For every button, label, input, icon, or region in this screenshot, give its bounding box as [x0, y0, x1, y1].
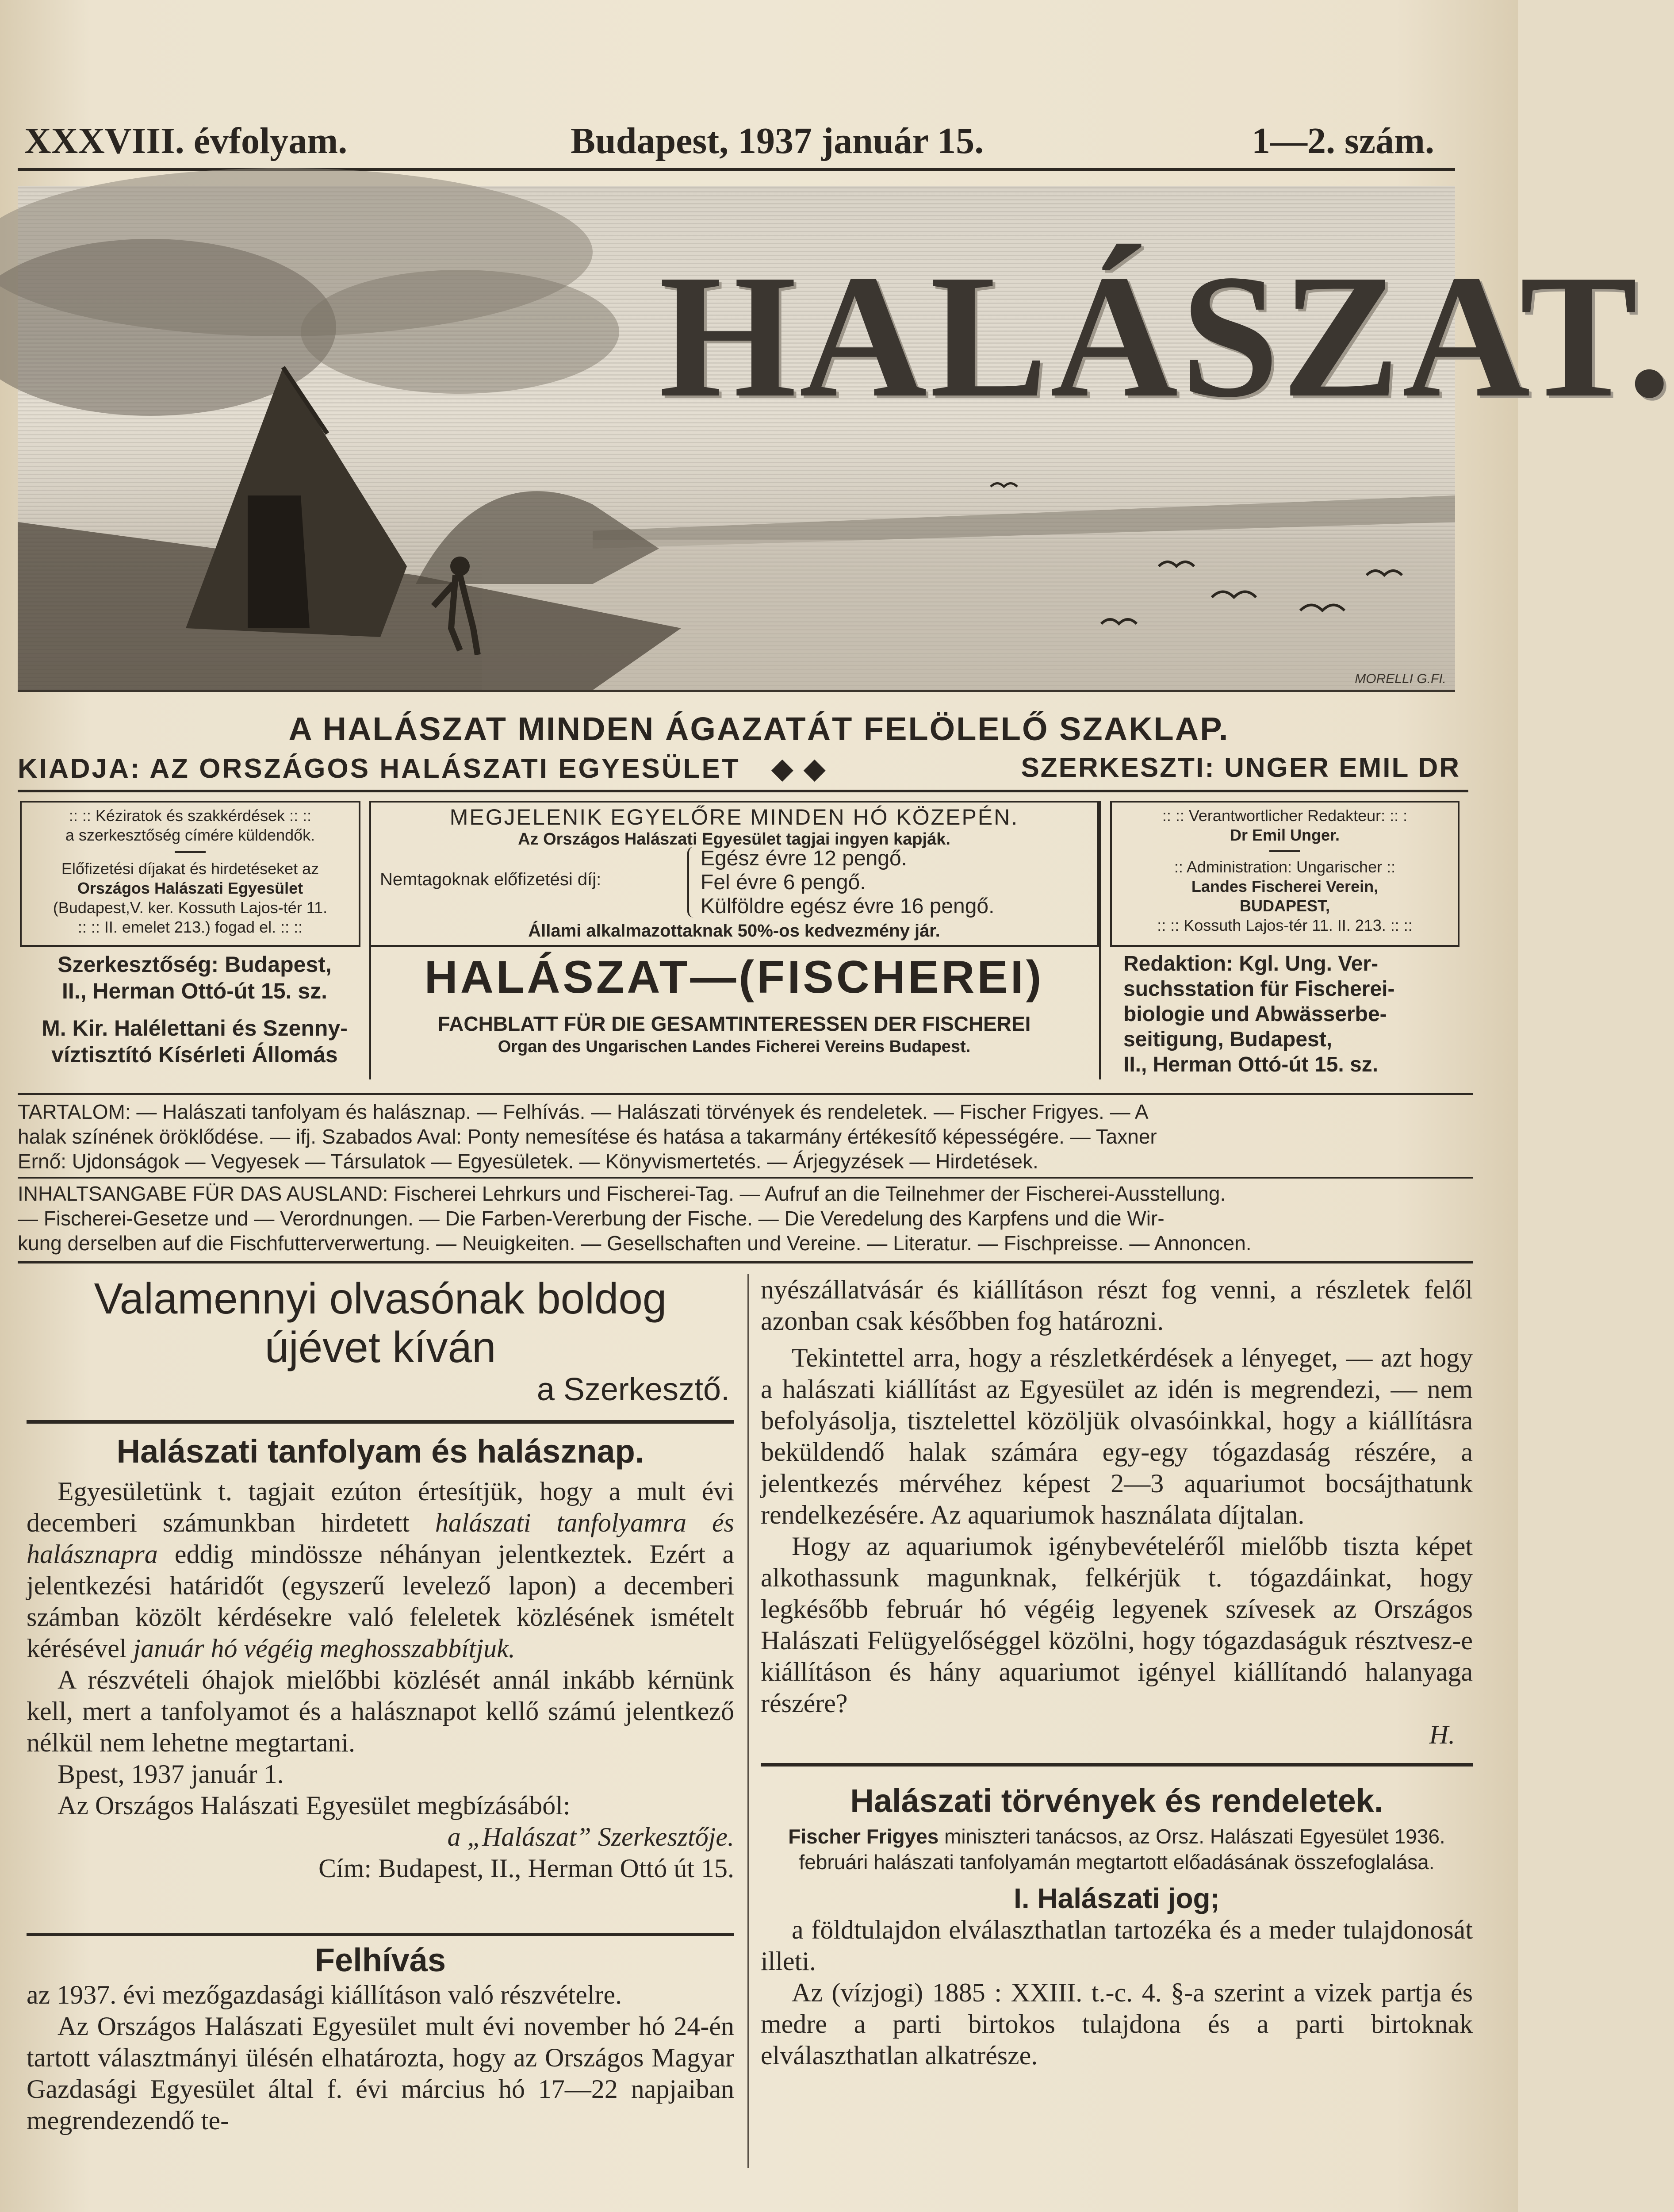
column-rule	[369, 801, 371, 1079]
article-paragraph: A részvételi óhajok mielőbbi közlését annál inkább kérnünk kell, mert a tanfolyamot és a halásznapot kellő számú jelentkező nélkül nem lehetne megtartani.	[27, 1665, 734, 1757]
greeting-line: Valamennyi olvasónak boldog	[94, 1274, 667, 1323]
article-org: Az Országos Halászati Egyesület megbízásából:	[57, 1791, 571, 1820]
greeting-sign: a Szerkesztő.	[536, 1372, 730, 1407]
left-address-line: II., Herman Ottó-út 15. sz.	[61, 979, 328, 1003]
right-address-line: Redaktion: Kgl. Ung. Ver-	[1123, 952, 1379, 975]
issue-number: 1—2. szám.	[1252, 120, 1434, 161]
right-box-line: Dr Emil Unger.	[1230, 826, 1340, 844]
article-title: Halászati tanfolyam és halásznap.	[116, 1433, 644, 1470]
article-call-continued	[761, 1274, 1473, 1751]
right-box-line: :: Administration: Ungarischer ::	[1174, 858, 1396, 876]
engraver-signature: MORELLI G.FI.	[1355, 672, 1446, 686]
subtitle: A HALÁSZAT MINDEN ÁGAZATÁT FELÖLELŐ SZAKLAP.	[288, 710, 1230, 747]
toc-line: Ernő: Ujdonságok — Vegyesek — Társulatok — Egyesületek. — Könyvismertetés. — Árjegyzések — Hirdetések.	[18, 1150, 1038, 1173]
left-address	[27, 951, 363, 1068]
center-title-block	[369, 951, 1099, 1056]
article-sign: H.	[1429, 1720, 1455, 1749]
text-run: eddig mindössze néhányan jelentkeztek. Ezért a jelentkezési határidőt (egyszerű levelező lapon) a decemberi számban közölt kérdésekre való feleletek közlésének ismételt kérésével	[27, 1540, 734, 1663]
toc-line: kung derselben auf die Fischfutterverwertung. — Neuigkeiten. — Gesellschaften und Vereine. — Literatur. — Fischpreisse. — Annoncen.	[18, 1232, 1252, 1255]
toc-rule-bottom	[18, 1261, 1473, 1263]
greeting-line: újévet kíván	[264, 1323, 496, 1371]
toc-rule-mid	[18, 1177, 1473, 1179]
left-box-line: (Budapest,V. ker. Kossuth Lajos-tér 11.	[53, 899, 328, 917]
state-discount: Állami alkalmazottaknak 50%-os kedvezmény jár.	[528, 921, 940, 941]
nonmember-label: Nemtagoknak előfizetési díj:	[380, 870, 601, 889]
column-rule	[1099, 801, 1101, 1079]
masthead-title: HALÁSZAT.	[659, 238, 1674, 434]
center-info-box	[369, 801, 1099, 947]
section-rule	[27, 1933, 734, 1936]
toc-german	[18, 1181, 1473, 1256]
left-address-line: M. Kir. Halélettani és Szenny-	[42, 1016, 348, 1041]
right-box-line: :: :: Kossuth Lajos-tér 11. II. 213. :: ::	[1157, 916, 1413, 934]
right-info-box	[1110, 801, 1459, 947]
article-address: Cím: Budapest, II., Herman Ottó út 15.	[318, 1854, 734, 1883]
left-box-line: Országos Halászati Egyesület	[77, 879, 303, 897]
left-address-line: Szerkesztőség: Budapest,	[57, 952, 332, 977]
right-address-line: biologie und Abwässerbe-	[1123, 1002, 1387, 1026]
price-list	[701, 847, 994, 918]
toc-line: — Fischerei-Gesetze und — Verordnungen. — Die Farben-Vererbung der Fische. — Die Veredelung des Karpfens und die Wir-	[18, 1207, 1165, 1230]
right-address	[1123, 951, 1459, 1077]
text-run: halászati tanfolyamra és halásznapra	[27, 1508, 734, 1569]
author-name: Fischer Frigyes	[788, 1825, 939, 1848]
article-course	[27, 1433, 734, 1884]
section-rule	[761, 1763, 1473, 1767]
left-box-line: :: :: Kéziratok és szakkérdések :: ::	[69, 806, 312, 825]
left-box-line: Előfizetési díjakat és hirdetéseket az	[61, 860, 319, 878]
left-address-line: víztisztító Kísérleti Állomás	[51, 1042, 338, 1067]
price-item: Egész évre 12 pengő.	[701, 847, 907, 870]
article-date: Bpest, 1937 január 1.	[57, 1759, 284, 1789]
right-box-line: BUDAPEST,	[1239, 897, 1330, 915]
article-paragraph: Tekintettel arra, hogy a részletkérdések a lényeget, — azt hogy a halászati kiállítást az Egyesület az idén is megrendezi, — nem befolyásolja, tisztelettel közöljük olvasóinkkal, hogy a kiállításra beküldendő halak számára egy-egy tógazdaság részére, a jelentkezés mérvéhez képest 2—3 aquariumot bocsájthatunk rendelkezésére. Az aquariumok használata díjtalan.	[761, 1343, 1473, 1529]
divider	[1269, 850, 1300, 852]
column-divider	[747, 1274, 749, 2168]
toc-hungarian	[18, 1099, 1473, 1174]
article-paragraph: a földtulajdon elválaszthatlan tartozéka és a meder tulajdonosát illeti.	[761, 1915, 1473, 1976]
masthead-illustration	[18, 186, 1674, 692]
article-paragraph: Az Országos Halászati Egyesület mult évi november hó 24-én tartott választmányi ülésén elhatározta, hogy az Országos Magyar Gazdasági Egyesület által f. évi március hó 17—22 napjaiban megrendezendő te-	[27, 2012, 734, 2135]
text-run: január hó végéig meghosszabbítjuk.	[133, 1634, 515, 1663]
right-box-line: :: :: Verantwortlicher Redakteur: :: :	[1162, 806, 1408, 825]
divider	[175, 851, 206, 853]
right-address-line: suchsstation für Fischerei-	[1123, 977, 1395, 1001]
article-title: Felhívás	[314, 1942, 446, 1978]
article-intro	[761, 1824, 1473, 1875]
article-subtitle: az 1937. évi mezőgazdasági kiállításon való részvételre.	[27, 1980, 622, 2009]
price-item: Külföldre egész évre 16 pengő.	[701, 895, 995, 918]
german-title: HALÁSZAT—(FISCHEREI)	[424, 952, 1044, 1003]
organ-line: Organ des Ungarischen Landes Ficherei Vereins Budapest.	[498, 1037, 971, 1056]
greeting	[27, 1274, 734, 1408]
editor-line: SZERKESZTI: UNGER EMIL DR	[1021, 753, 1460, 783]
section-heading: I. Halászati jog;	[1014, 1882, 1220, 1914]
article-paragraph	[27, 1476, 734, 1664]
volume-label: XXXVIII. évfolyam.	[24, 120, 348, 161]
section-rule	[27, 1420, 734, 1424]
dateline: Budapest, 1937 január 15.	[571, 120, 984, 161]
article-paragraph: Hogy az aquariumok igénybevételéről mielőbb tiszta képet alkothassunk magunknak, felkérjük t. tógazdáinkat, hogy legkésőbb február hó végéig legyenek szívesek az Országos Halászati Felügyelőséggel közölni, hogy tógazdaságuk résztvesz-e kiállításon és hány aquariumot igényel kiállítandó halanyaga részére?	[761, 1532, 1473, 1718]
article-sign: a „Halászat” Szerkesztője.	[447, 1822, 734, 1851]
left-info-box	[20, 801, 360, 947]
right-address-line: II., Herman Ottó-út 15. sz.	[1123, 1053, 1379, 1076]
article-call	[27, 1944, 734, 2136]
publisher-line	[18, 752, 827, 784]
left-box-line: a szerkesztőség címére küldendők.	[65, 826, 315, 844]
toc-line: INHALTSANGABE FÜR DAS AUSLAND: Fischerei Lehrkurs und Fischerei-Tag. — Aufruf an die Teilnehmer der Fischerei-Ausstellung.	[18, 1182, 1226, 1205]
article-paragraph: Az (vízjogi) 1885 : XXIII. t.-c. 4. §-a szerint a vizek partja és medre a parti birtokos tulajdona és a parti birtoknak elválaszthatlan alkatrésze.	[761, 1978, 1473, 2070]
article-law	[761, 1782, 1473, 2071]
right-address-line: seitigung, Budapest,	[1123, 1028, 1333, 1051]
article-paragraph: nyészállatvásár és kiállításon részt fog venni, a részletek felől azonban csak későbben fog határozni.	[761, 1275, 1473, 1336]
toc-line: TARTALOM: — Halászati tanfolyam és halásznap. — Felhívás. — Halászati törvények és rendeletek. — Fischer Frigyes. — A	[18, 1100, 1149, 1123]
brace	[687, 847, 693, 918]
members-note: Az Országos Halászati Egyesület tagjai ingyen kapják.	[518, 830, 950, 849]
publisher: KIADJA: AZ ORSZÁGOS HALÁSZATI EGYESÜLET	[18, 753, 740, 784]
german-subtitle: FACHBLATT FÜR DIE GESAMTINTERESSEN DER FISCHEREI	[437, 1012, 1031, 1035]
rule-under-publisher	[18, 790, 1468, 792]
publication-schedule: MEGJELENIK EGYELŐRE MINDEN HÓ KÖZEPÉN.	[449, 805, 1019, 830]
diamond-separator-icon: ◆ ◆	[771, 753, 827, 784]
right-box-line: Landes Fischerei Verein,	[1191, 877, 1379, 895]
text-run: Egyesületünk t. tagjait ezúton értesítjük, hogy a mult évi decemberi számunkban hirdetett	[27, 1477, 734, 1537]
article-title: Halászati törvények és rendeletek.	[850, 1782, 1383, 1819]
toc-rule-top	[18, 1093, 1473, 1095]
toc-line: halak színének öröklődése. — ifj. Szabados Aval: Ponty nemesítése és hatása a takarmány értékesítő képességére. — Taxner	[18, 1125, 1157, 1148]
text-run: miniszteri tanácsos, az Orsz. Halászati Egyesület 1936. februári halászati tanfolyamán megtartott előadásának összefoglalása.	[799, 1825, 1445, 1874]
left-box-line: :: :: II. emelet 213.) fogad el. :: ::	[77, 918, 303, 936]
price-item: Fel évre 6 pengő.	[701, 871, 866, 894]
